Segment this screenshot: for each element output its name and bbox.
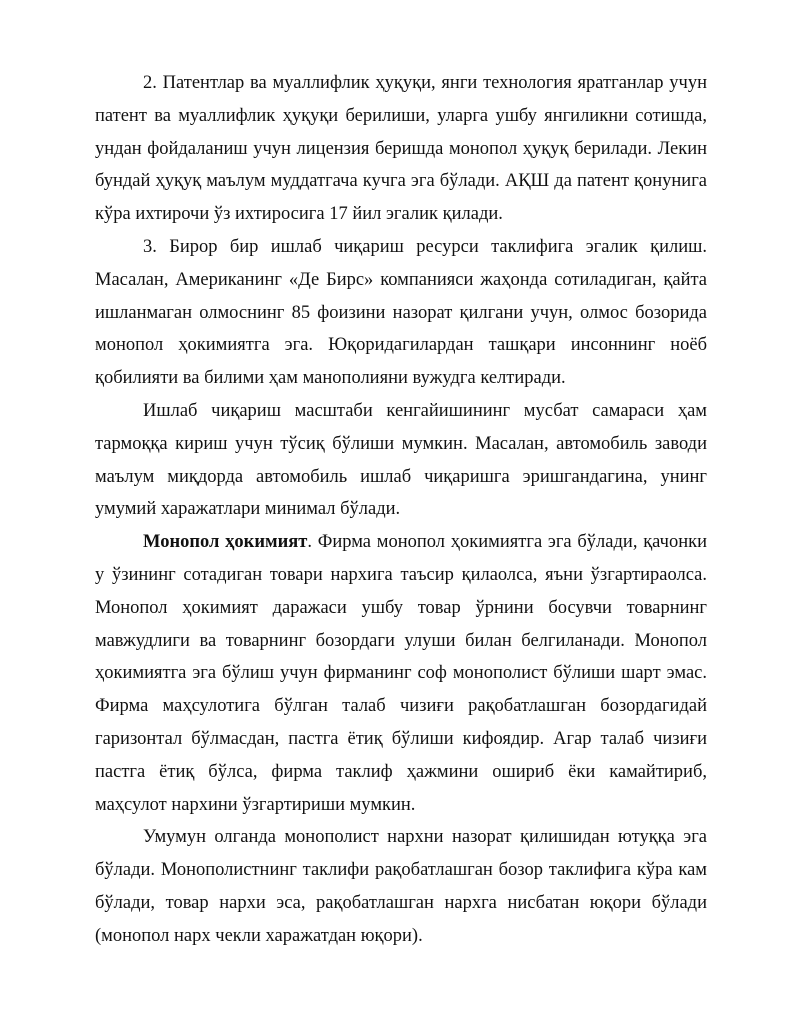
paragraph-text: Ишлаб чиқариш масштаби кенгайишининг мусбат самараси ҳам тармоққа кириш учун тўсиқ бўлиши мумкин. Масалан, автомобиль заводи маълум миқдорда автомобиль ишлаб чиқаришга эришгандагина, унинг умумий харажатлари минимал бўлади. — [95, 400, 707, 520]
paragraph-resource-ownership — [95, 231, 707, 395]
paragraph-bold-term: Монопол ҳокимият — [143, 532, 308, 553]
document-page — [95, 67, 707, 953]
paragraph-economies-of-scale — [95, 395, 707, 526]
paragraph-price-control — [95, 821, 707, 952]
paragraph-text: 3. Бирор бир ишлаб чиқариш ресурси таклифига эгалик қилиш. Масалан, Американинг «Де Бирс» компанияси жаҳонда сотиладиган, қайта ишланмаган олмоснинг 85 фоизини назорат қилгани учун, олмос бозорида монопол ҳокимиятга эга. Юқоридагилардан ташқари инсоннинг ноёб қобилияти ва билими ҳам манополияни вужудга келтиради. — [95, 236, 707, 389]
paragraph-patents — [95, 67, 707, 231]
paragraph-monopoly-power — [95, 526, 707, 821]
paragraph-text: Умумун олганда монополист нархни назорат қилишидан ютуққа эга бўлади. Монополистнинг таклифи рақобатлашган бозор таклифига кўра кам бўлади, товар нархи эса, рақобатлашган нархга нисбатан юқори бўлади (монопол нарх чекли харажатдан юқори). — [95, 827, 707, 946]
paragraph-text: . Фирма монопол ҳокимиятга эга бўлади, қачонки у ўзининг сотадиган товари нархига таъсир қилаолса, яъни ўзгартираолса. Монопол ҳокимият даражаси ушбу товар ўрнини босувчи товарнинг мавжудлиги ва товарнинг бозордаги улуши билан белгиланади. Монопол ҳокимиятга эга бўлиш учун фирманинг соф монополист бўлиши шарт эмас. Фирма маҳсулотига бўлган талаб чизиғи рақобатлашган бозордагидай гаризонтал бўлмасдан, пастга ётиқ бўлиши кифоядир. Агар талаб чизиғи пастга ётиқ бўлса, фирма таклиф ҳажмини ошириб ёки камайтириб, маҳсулот нархини ўзгартириши мумкин. — [95, 532, 707, 815]
paragraph-text: 2. Патентлар ва муаллифлик ҳуқуқи, янги технология яратганлар учун патент ва муаллифлик ҳуқуқи берилиши, уларга ушбу янгиликни сотишда, ундан фойдаланиш учун лицензия беришда монопол ҳуқуқ берилади. Лекин бундай ҳуқуқ маълум муддатгача кучга эга бўлади. АҚШ да патент қонунига кўра ихтирочи ўз ихтиросига 17 йил эгалик қилади. — [95, 73, 707, 225]
